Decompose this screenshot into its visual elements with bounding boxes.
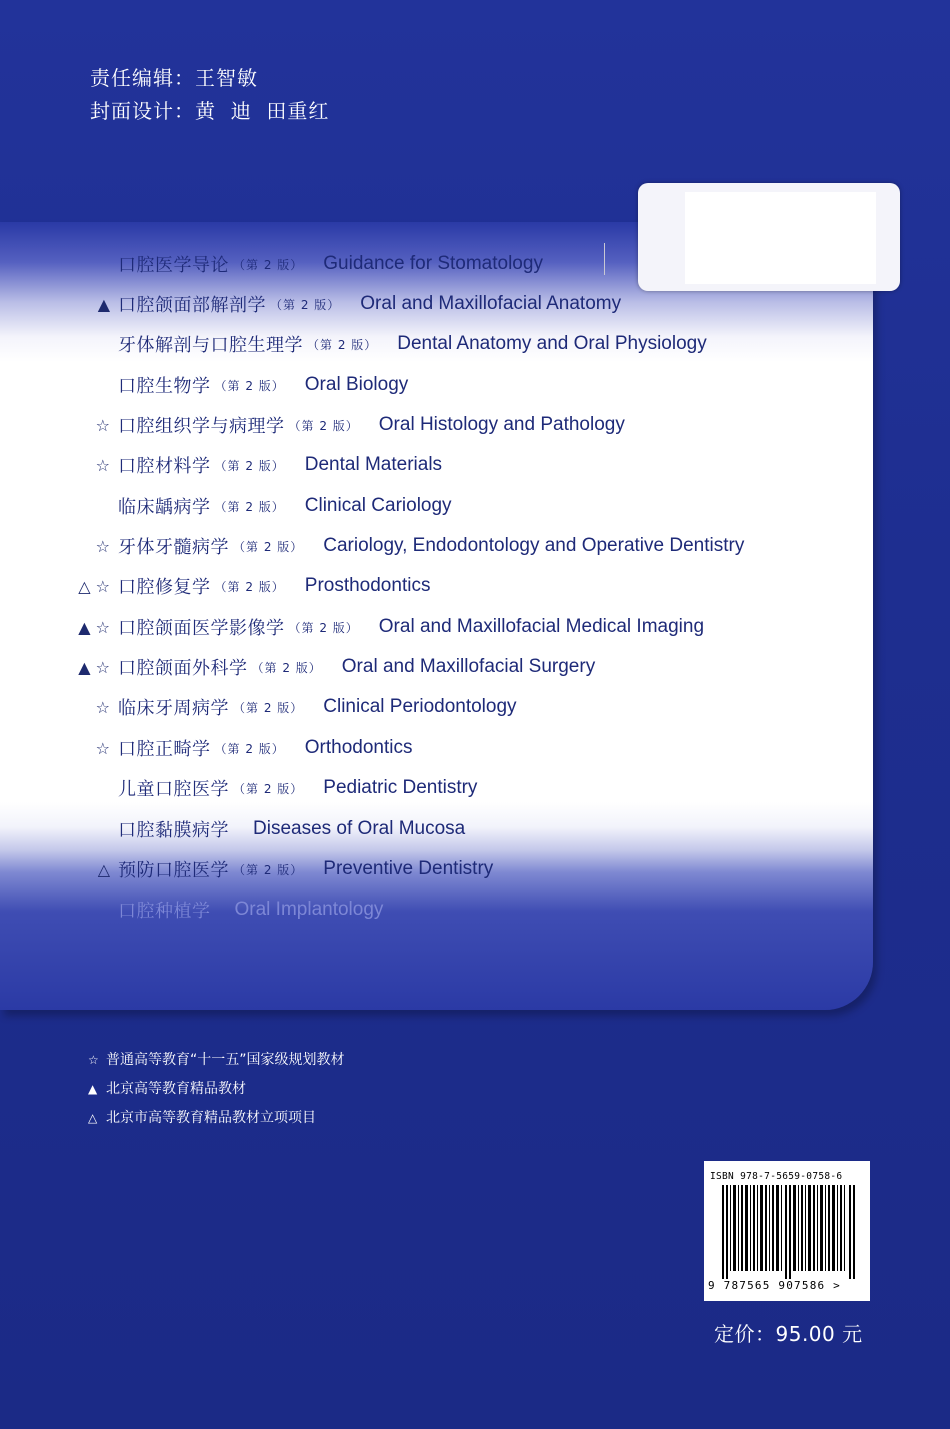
book-item bbox=[70, 733, 413, 763]
book-edition: （第 2 版） bbox=[214, 579, 285, 594]
book-title-en: Pediatric Dentistry bbox=[323, 777, 478, 798]
book-marks: ▲ ☆ bbox=[78, 617, 110, 637]
book-item bbox=[70, 289, 621, 319]
book-item bbox=[70, 814, 465, 844]
divider-line bbox=[604, 243, 605, 275]
book-title-en: Oral and Maxillofacial Surgery bbox=[341, 656, 596, 677]
book-item bbox=[70, 370, 408, 400]
book-title-zh: 临床龋病学 bbox=[118, 497, 211, 518]
book-title-zh: 口腔材料学 bbox=[118, 456, 211, 477]
book-item bbox=[70, 450, 442, 480]
book-marks: ☆ bbox=[95, 536, 110, 556]
book-marks: ☆ bbox=[95, 738, 110, 758]
book-title-zh: 口腔颌面医学影像学 bbox=[118, 618, 285, 639]
credits bbox=[90, 62, 329, 128]
book-title-zh: 口腔颌面外科学 bbox=[118, 658, 248, 679]
book-title-en: Oral Histology and Pathology bbox=[378, 414, 625, 435]
triangle-outline-icon: △ bbox=[88, 1111, 98, 1125]
book-title-zh: 牙体解剖与口腔生理学 bbox=[118, 335, 303, 356]
editor-credit: 责任编辑：王智敏 bbox=[90, 66, 258, 90]
book-edition: （第 2 版） bbox=[307, 337, 378, 352]
book-marks: ▲ bbox=[97, 294, 110, 314]
book-title-en: Guidance for Stomatology bbox=[323, 253, 543, 274]
isbn-barcode bbox=[704, 1161, 870, 1301]
book-edition: （第 2 版） bbox=[214, 741, 285, 756]
book-marks: ☆ bbox=[95, 415, 110, 435]
book-edition: （第 2 版） bbox=[214, 378, 285, 393]
book-title-en: Orthodontics bbox=[304, 737, 413, 758]
book-title-en: Clinical Periodontology bbox=[323, 696, 517, 717]
book-edition: （第 2 版） bbox=[214, 458, 285, 473]
book-edition: （第 2 版） bbox=[233, 539, 304, 554]
book-title-zh: 口腔组织学与病理学 bbox=[118, 416, 285, 437]
book-marks: ☆ bbox=[95, 697, 110, 717]
book-edition: （第 2 版） bbox=[214, 499, 285, 514]
book-title-zh: 牙体牙髓病学 bbox=[118, 537, 229, 558]
book-title-en: Oral and Maxillofacial Medical Imaging bbox=[378, 616, 705, 637]
book-edition: （第 2 版） bbox=[233, 781, 304, 796]
book-title-zh: 口腔颌面部解剖学 bbox=[118, 295, 266, 316]
book-edition: （第 2 版） bbox=[233, 257, 304, 272]
book-title-en: Oral and Maxillofacial Anatomy bbox=[360, 293, 622, 314]
legend-item bbox=[88, 1075, 345, 1104]
book-item bbox=[70, 652, 595, 682]
book-title-en: Dental Anatomy and Oral Physiology bbox=[397, 333, 707, 354]
book-edition: （第 2 版） bbox=[233, 862, 304, 877]
book-title-en: Dental Materials bbox=[304, 454, 443, 475]
legend-text: 北京市高等教育精品教材立项项目 bbox=[106, 1110, 316, 1126]
star-outline-icon: ☆ bbox=[88, 1053, 99, 1067]
barcode-icon bbox=[722, 1185, 856, 1279]
designer-credit: 封面设计：黄 迪 田重红 bbox=[90, 99, 330, 123]
book-marks: △ ☆ bbox=[78, 576, 110, 596]
book-edition: （第 2 版） bbox=[270, 297, 341, 312]
book-item bbox=[70, 329, 707, 359]
book-item bbox=[70, 612, 704, 642]
book-item bbox=[70, 491, 452, 521]
book-title-en: Oral Implantology bbox=[234, 899, 384, 920]
price: 定价：95.00 元 bbox=[714, 1322, 863, 1346]
book-edition: （第 2 版） bbox=[233, 700, 304, 715]
book-title-en: Preventive Dentistry bbox=[323, 858, 494, 879]
legend-item bbox=[88, 1046, 345, 1075]
book-title-en: Cariology, Endodontology and Operative Dentistry bbox=[323, 535, 745, 556]
book-item bbox=[70, 854, 493, 884]
book-title-en: Oral Biology bbox=[304, 374, 409, 395]
book-title-zh: 口腔医学导论 bbox=[118, 255, 229, 276]
legend-text: 普通高等教育“十一五”国家级规划教材 bbox=[106, 1052, 345, 1068]
book-title-en: Prosthodontics bbox=[304, 575, 431, 596]
book-title-zh: 口腔正畸学 bbox=[118, 739, 211, 760]
isbn-number: ISBN 978-7-5659-0758-6 bbox=[710, 1171, 843, 1182]
book-title-zh: 口腔种植学 bbox=[118, 901, 211, 922]
legend bbox=[88, 1046, 345, 1133]
barcode-digits: 9 787565 907586 > bbox=[708, 1279, 841, 1292]
book-item bbox=[70, 895, 383, 925]
book-title-zh: 口腔修复学 bbox=[118, 577, 211, 598]
book-title-zh: 口腔生物学 bbox=[118, 376, 211, 397]
book-item bbox=[70, 531, 744, 561]
book-item bbox=[70, 249, 543, 279]
book-item bbox=[70, 410, 625, 440]
legend-text: 北京高等教育精品教材 bbox=[106, 1081, 246, 1097]
book-title-en: Diseases of Oral Mucosa bbox=[253, 818, 466, 839]
book-marks: ☆ bbox=[95, 455, 110, 475]
book-title-zh: 预防口腔医学 bbox=[118, 860, 229, 881]
book-title-en: Clinical Cariology bbox=[304, 495, 452, 516]
book-marks: △ bbox=[97, 859, 110, 879]
triangle-filled-icon: ▲ bbox=[88, 1082, 98, 1096]
book-title-zh: 儿童口腔医学 bbox=[118, 779, 229, 800]
legend-item bbox=[88, 1104, 345, 1133]
book-edition: （第 2 版） bbox=[251, 660, 322, 675]
label-blank-area bbox=[685, 192, 876, 284]
book-item bbox=[70, 571, 430, 601]
book-title-zh: 临床牙周病学 bbox=[118, 698, 229, 719]
book-title-zh: 口腔黏膜病学 bbox=[118, 820, 229, 841]
book-item bbox=[70, 692, 517, 722]
book-item bbox=[70, 773, 477, 803]
book-marks: ▲ ☆ bbox=[78, 657, 110, 677]
book-edition: （第 2 版） bbox=[288, 620, 359, 635]
book-edition: （第 2 版） bbox=[288, 418, 359, 433]
